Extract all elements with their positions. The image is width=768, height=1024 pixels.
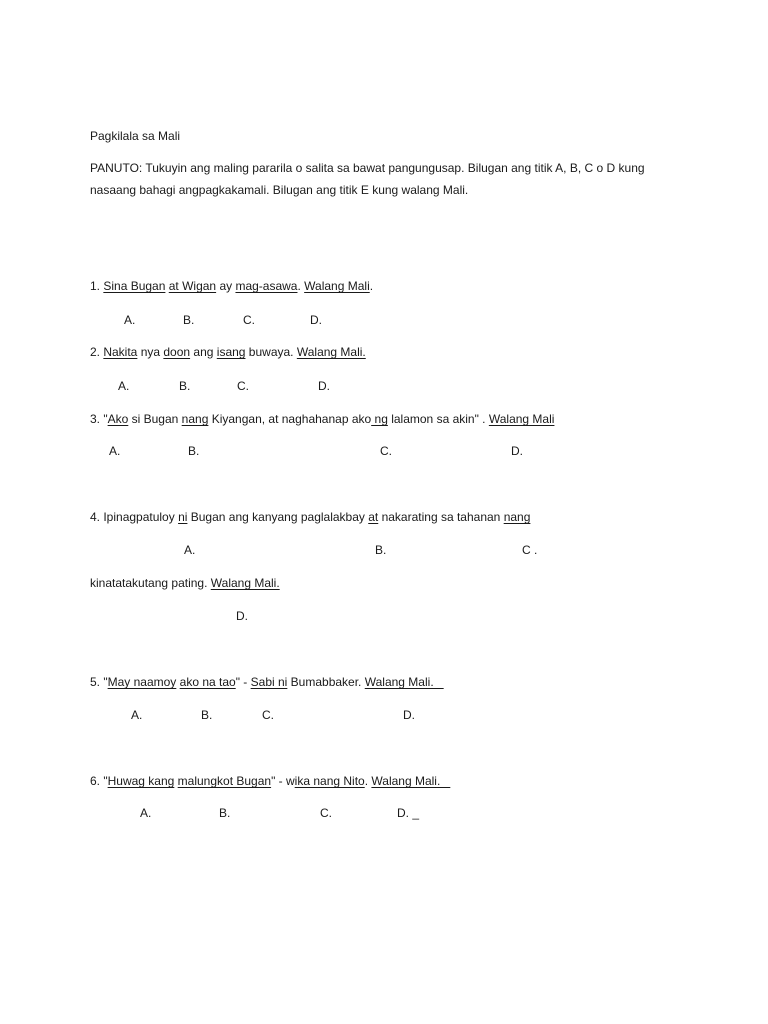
question-6: 6. "Huwag kang malungkot Bugan" - wika nang Nito. Walang Mali.	[90, 774, 451, 788]
q4-letter-d: D.	[236, 609, 248, 623]
q5-letter-b: B.	[201, 708, 213, 722]
instructions: PANUTO: Tukuyin ang maling pararila o salita sa bawat pangungusap. Bilugan ang titik A, B, C o D kung nasaang bahagi angpagkakamali. Bilugan ang titik E kung walang Mali.	[90, 161, 645, 197]
q1-part-c: mag-asawa	[235, 279, 298, 293]
q6-part-b: malungkot Bugan	[177, 774, 272, 788]
q6-part-a: Huwag kang	[107, 774, 175, 788]
q3-part-d: Walang Mali	[488, 412, 555, 426]
q4-part-c: nang	[503, 510, 531, 524]
q6-letter-b: B.	[219, 806, 231, 820]
q4-part-a: ni	[178, 510, 188, 524]
q5-letter-c: C.	[262, 708, 274, 722]
q3-letter-a: A.	[109, 444, 121, 458]
q2-letter-b: B.	[179, 379, 191, 393]
question-4-line-1: 4. Ipinagpatuloy ni Bugan ang kanyang paglalakbay at nakarating sa tahanan nang	[90, 510, 531, 524]
q1-letter-b: B.	[183, 313, 195, 327]
q4-letter-c: C .	[522, 543, 538, 557]
q1-part-d: Walang Mali	[304, 279, 370, 293]
q5-part-b: ako na tao	[179, 675, 236, 689]
q3-letter-b: B.	[188, 444, 200, 458]
q4-part-d: Walang Mali.	[210, 576, 280, 590]
q5-letter-a: A.	[131, 708, 143, 722]
q5-part-d: Walang Mali.	[364, 675, 444, 689]
q2-part-b: doon	[163, 345, 191, 359]
q2-letter-c: C.	[237, 379, 249, 393]
q4-letter-a: A.	[184, 543, 196, 557]
q1-letter-c: C.	[243, 313, 255, 327]
q6-letter-c: C.	[320, 806, 332, 820]
q3-part-a: Ako	[107, 412, 129, 426]
question-1: 1. Sina Bugan at Wigan ay mag-asawa. Walang Mali.	[90, 279, 374, 293]
q3-letter-c: C.	[380, 444, 392, 458]
q5-letter-d: D.	[403, 708, 415, 722]
q2-part-c: isang	[216, 345, 246, 359]
q6-part-d: Walang Mali.	[371, 774, 451, 788]
q4-part-b: at	[368, 510, 379, 524]
q1-part-a: Sina Bugan	[103, 279, 166, 293]
q3-letter-d: D.	[511, 444, 523, 458]
q3-part-b: nang	[181, 412, 209, 426]
q5-part-c: Sabi ni	[250, 675, 288, 689]
q2-part-d: Walang Mali.	[296, 345, 366, 359]
question-2: 2. Nakita nya doon ang isang buwaya. Walang Mali.	[90, 345, 366, 359]
q6-letter-d: D. _	[397, 806, 420, 820]
question-4-line-2: kinatatakutang pating. Walang Mali.	[90, 576, 280, 590]
q2-letter-d: D.	[318, 379, 330, 393]
q6-part-c: ika nang Nito	[294, 774, 365, 788]
q6-letter-a: A.	[140, 806, 152, 820]
question-5: 5. "May naamoy ako na tao" - Sabi ni Bumabbaker. Walang Mali.	[90, 675, 444, 689]
q3-part-c: ng	[371, 412, 388, 426]
document-title: Pagkilala sa Mali	[90, 129, 181, 143]
q4-letter-b: B.	[375, 543, 387, 557]
q1-part-b: at Wigan	[168, 279, 217, 293]
q2-part-a: Nakita	[103, 345, 138, 359]
q1-letter-d: D.	[310, 313, 322, 327]
question-3: 3. "Ako si Bugan nang Kiyangan, at naghahanap ako ng lalamon sa akin" . Walang Mali	[90, 412, 555, 426]
q1-letter-a: A.	[124, 313, 136, 327]
q2-letter-a: A.	[118, 379, 130, 393]
q5-part-a: May naamoy	[107, 675, 177, 689]
